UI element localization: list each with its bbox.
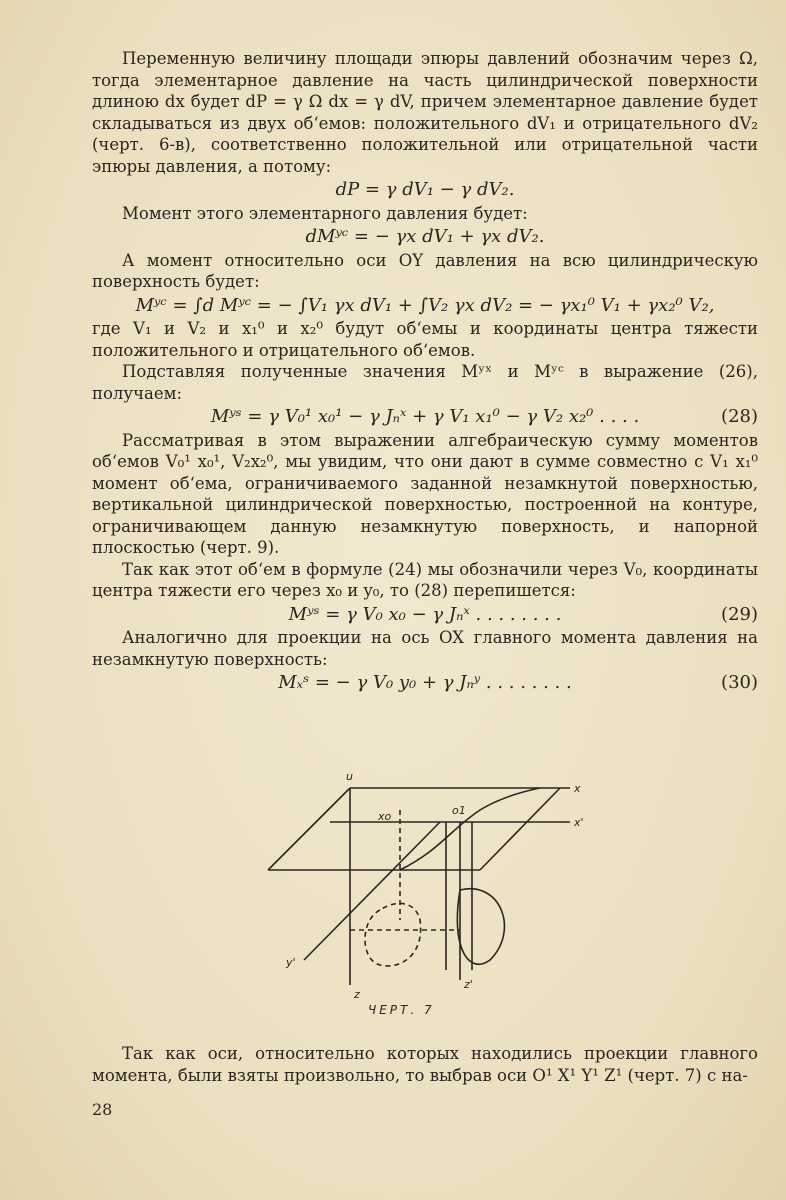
equation-number-29: (29) xyxy=(721,603,758,625)
plane-left-edge xyxy=(268,788,350,870)
paragraph-4: где V₁ и V₂ и x₁⁰ и x₂⁰ будут об‘емы и координаты центра тяжести положительного и отрицательного об‘емов. xyxy=(92,319,758,360)
equation-number-30: (30) xyxy=(721,672,758,693)
paragraph-8: Аналогично для проекции на ось OX главного момента давления на незамкнутую поверхность: xyxy=(92,628,758,669)
equation-number-28: (28) xyxy=(721,406,758,427)
formula-30-body: Mₓˢ = − γ V₀ y₀ + γ Jₙʸ . . . . . . . . xyxy=(278,672,572,693)
paragraph-1: Переменную величину площади эпюры давлений обозначим через Ω, тогда элементарное давление на часть цилиндрической поверхности длиною dx будет dP = γ Ω dx = γ dV, причем элементарное давление будет складываться из двух об‘емов: положительного dV₁ и отрицательного dV₂ (черт. 6-в), соответственно положительной или отрицательной части эпюры давления, а потому: xyxy=(92,49,758,176)
text-block-bottom xyxy=(92,1043,758,1086)
figure-caption: ЧЕРТ. 7 xyxy=(368,1003,435,1017)
label-y-prime: y' xyxy=(286,956,296,969)
contour-ellipse xyxy=(457,889,504,965)
label-z: z xyxy=(354,988,360,1001)
label-z-prime: z' xyxy=(464,978,473,991)
page-number: 28 xyxy=(92,1100,113,1119)
formula-29-body: Mʸˢ = γ V₀ x₀ − γ Jₙˣ . . . . . . . . xyxy=(288,603,562,625)
formula-29 xyxy=(92,604,758,626)
paragraph-6: Рассматривая в этом выражении алгебраическую сумму моментов об‘емов V₀¹ x₀¹, V₂x₂⁰, мы увидим, что они дают в сумме совместно с V₁ x₁⁰ момент об‘ема, ограничиваемого заданной незамкнутой поверхностью, вертикальной цилиндрической поверхностью, построенной на контуре, ограничивающем данную незамкнутую поверхность, и напорной плоскостью (черт. 9). xyxy=(92,430,758,557)
paragraph-2: Момент этого элементарного давления будет: xyxy=(122,203,528,223)
formula-dp: dP = γ dV₁ − γ dV₂. xyxy=(335,179,515,200)
label-u: u xyxy=(346,770,353,783)
paragraph-3: А момент относительно оси OY давления на всю цилиндрическую поверхность будет: xyxy=(92,250,758,291)
formula-dm: dMʸᶜ = − γx dV₁ + γx dV₂. xyxy=(305,226,545,247)
contour-dashed xyxy=(365,903,421,966)
paragraph-5: Подставляя полученные значения Mʸˣ и Mʸᶜ в выражение (26), получаем: xyxy=(92,362,758,403)
label-o1: o1 xyxy=(452,804,466,817)
plane-right-edge xyxy=(480,788,560,870)
formula-30 xyxy=(92,672,758,694)
formula-my: Mʸᶜ = ∫d Mʸᶜ = − ∫V₁ γx dV₁ + ∫V₂ γx dV₂ = − γx₁⁰ V₁ + γx₂⁰ V₂, xyxy=(135,294,715,316)
label-x: x xyxy=(574,782,581,795)
paragraph-9: Так как оси, относительно которых находились проекции главного момента, были взяты произвольно, то выбрав оси O¹ X¹ Y¹ Z¹ (черт. 7) с на- xyxy=(92,1044,758,1085)
paragraph-7: Так как этот об‘ем в формуле (24) мы обозначили через V₀, координаты центра тяжести его через x₀ и y₀, то (28) перепишется: xyxy=(92,559,758,600)
label-x-prime: x' xyxy=(574,816,584,829)
figure-7-diagram xyxy=(250,770,610,1010)
label-xo: xo xyxy=(378,810,392,823)
text-block-top xyxy=(92,48,758,696)
formula-28 xyxy=(92,406,758,428)
formula-28-body: Mʸˢ = γ V₀¹ x₀¹ − γ Jₙˣ + γ V₁ x₁⁰ − γ V₂ x₂⁰ . . . . xyxy=(210,406,640,427)
